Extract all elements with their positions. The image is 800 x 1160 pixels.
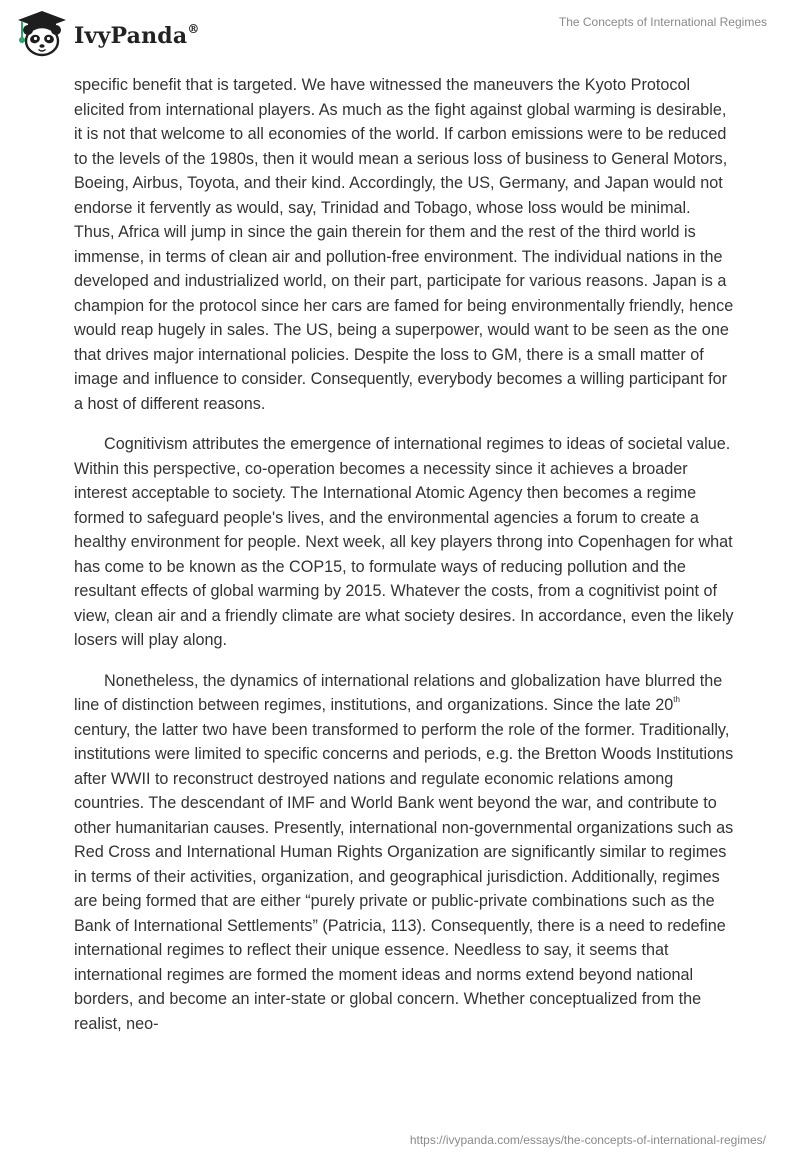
logo-text: IvyPanda® — [74, 21, 200, 49]
paragraph-3-part-b: century, the latter two have been transformed to perform the role of the former. Traditionally, institutions were limited to specific concerns and periods, e.g. the Bretton Woods Institutions after WWII to reconstruct destroyed nations and regulate economic relations among countries. The descendant of IMF and World Bank went beyond the war, and contribute to other humanitarian causes. Presently, international non-governmental organizations such as Red Cross and International Human Rights Organization are significantly similar to regimes in terms of their activities, organization, and geographical jurisdiction. Additionally, regimes are being formed that are either “purely private or public-private combinations such as the Bank of International Settlements” (Patricia, 113). Consequently, there is a need to redefine international regimes to reflect their unique essence. Needless to say, it seems that international regimes are formed the moment ideas and norms extend beyond national borders, and become an inter-state or global concern. Whether conceptualized from the realist, neo- — [74, 720, 734, 1033]
paragraph-2: Cognitivism attributes the emergence of international regimes to ideas of societal value. Within this perspective, co-operation becomes a necessity since it achieves a broader interest acceptable to society. The International Atomic Agency then becomes a regime formed to safeguard people's lives, and the environmental agencies a forum to create a healthy environment for people. Next week, all key players throng into Copenhagen for what has come to be known as the COP15, to formulate ways of reducing pollution and the resultant effects of global warming by 2015. Whatever the costs, from a cognitivist point of view, clean air and a friendly climate are what society desires. In accordance, even the likely losers will play along. — [74, 435, 734, 649]
paragraph-3 — [74, 669, 734, 1037]
essay-body — [74, 73, 734, 1052]
source-url[interactable]: https://ivypanda.com/essays/the-concepts-of-international-regimes/ — [409, 1133, 766, 1147]
document-title: The Concepts of International Regimes — [558, 15, 767, 29]
page-header — [0, 0, 800, 72]
registered-mark: ® — [187, 21, 200, 36]
paragraph-1: specific benefit that is targeted. We have witnessed the maneuvers the Kyoto Protocol elicited from international players. As much as the fight against global warming is desirable, it is not that welcome to all economies of the world. If carbon emissions were to be reduced to the levels of the 1980s, then it would mean a serious loss of business to General Motors, Boeing, Airbus, Toyota, and their kind. Accordingly, the US, Germany, and Japan would not endorse it fervently as would, say, Trinidad and Tobago, whose loss would be minimal. Thus, Africa will jump in since the gain therein for them and the rest of the third world is immense, in terms of clean air and pollution-free environment. The individual nations in the developed and industrialized world, on their part, participate for various reasons. Japan is a champion for the protocol since her cars are famed for being environmentally friendly, hence would reap hugely in sales. The US, being a superpower, would want to be seen as the one that drives major international policies. Despite the loss to GM, there is a small matter of image and influence to consider. Consequently, everybody becomes a willing participant for a host of different reasons. — [74, 76, 734, 413]
paragraph-3-part-a: Nonetheless, the dynamics of international relations and globalization have blurred the line of distinction between regimes, institutions, and organizations. Since the late 20 — [74, 671, 723, 714]
panda-graduate-icon — [14, 8, 70, 60]
logo[interactable] — [14, 8, 200, 60]
ordinal-superscript: th — [673, 694, 680, 704]
